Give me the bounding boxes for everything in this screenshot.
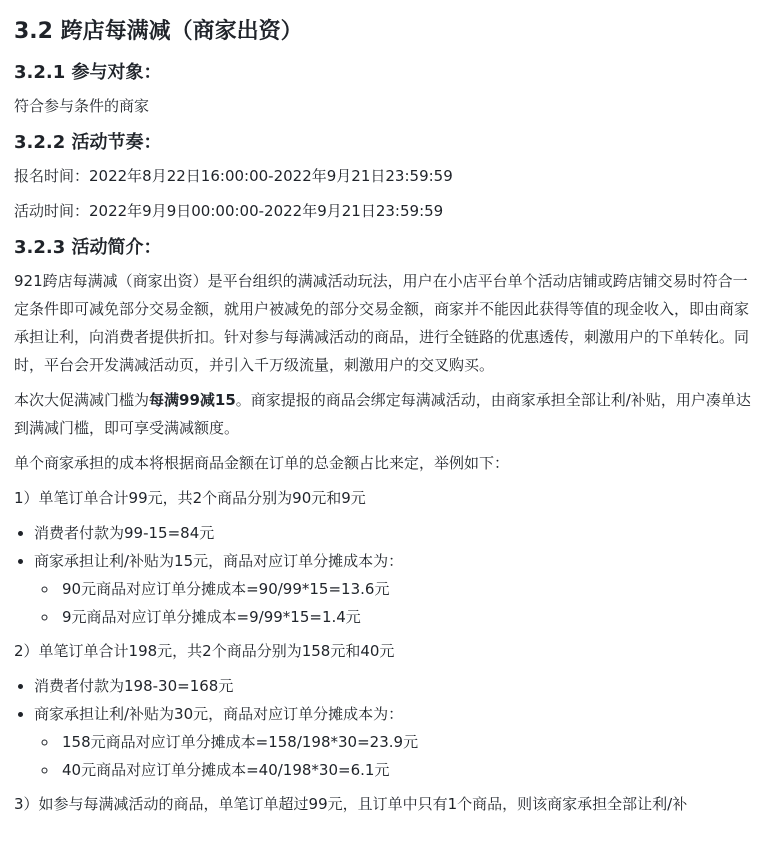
example-1-title: 1）单笔订单合计99元，共2个商品分别为90元和9元 [14,489,366,507]
sub-list-item: ◦ 90元商品对应订单分摊成本=90/99*15=13.6元 [58,575,758,603]
sub-list-item: ◦ 9元商品对应订单分摊成本=9/99*15=1.4元 [58,603,758,631]
example-3-title: 3）如参与每满减活动的商品，单笔订单超过99元，且订单中只有1个商品，则该商家承担全部让利/补 [14,795,688,813]
threshold-bold: 每满99减15 [149,391,236,409]
sub-list [34,728,758,784]
list-item-text: 商家承担让利/补贴为30元，商品对应订单分摊成本为： [34,705,404,723]
example-1-list [14,519,758,631]
activity-time: 活动时间：2022年9月9日00:00:00-2022年9月21日23:59:59 [14,202,444,220]
participants-text: 符合参与条件的商家 [14,97,150,115]
threshold-prefix: 本次大促满减门槛为 [14,391,150,409]
intro-heading: 3.2.3 活动简介： [14,237,162,258]
sub-list [34,575,758,631]
participants-heading: 3.2.1 参与对象： [14,62,162,83]
intro-paragraph: 921跨店每满减（商家出资）是平台组织的满减活动玩法，用户在小店平台单个活动店铺或跨店铺交易时符合一定条件即可减免部分交易金额，就用户被减免的部分交易金额，商家并不能因此获得等值的现金收入，即由商家承担让利，向消费者提供折扣。针对参与每满减活动的商品，进行全链路的优惠透传，刺激用户的下单转化。同时，平台会开发满减活动页，并引入千万级流量，刺激用户的交叉购买。 [14,272,750,374]
example-2-list [14,672,758,784]
list-item: • 消费者付款为198-30=168元 [34,672,758,700]
cost-intro: 单个商家承担的成本将根据商品金额在订单的总金额占比来定，举例如下： [14,454,510,472]
list-item [34,547,758,631]
list-item-text: 商家承担让利/补贴为15元，商品对应订单分摊成本为： [34,552,404,570]
list-item: • 消费者付款为99-15=84元 [34,519,758,547]
section-title: 3.2 跨店每满减（商家出资） [14,19,303,44]
schedule-heading: 3.2.2 活动节奏： [14,132,162,153]
threshold-suffix: 。商家提报的商品会绑定每满减活动，由商家承担全部让利/补贴，用户凑单达到满减门槛，即可享受满减额度。 [14,391,751,437]
signup-time: 报名时间：2022年8月22日16:00:00-2022年9月21日23:59:59 [14,167,453,185]
sub-list-item: ◦ 40元商品对应订单分摊成本=40/198*30=6.1元 [58,756,758,784]
example-2-title: 2）单笔订单合计198元，共2个商品分别为158元和40元 [14,642,395,660]
list-item [34,700,758,784]
sub-list-item: ◦ 158元商品对应订单分摊成本=158/198*30=23.9元 [58,728,758,756]
threshold-paragraph [14,386,758,442]
